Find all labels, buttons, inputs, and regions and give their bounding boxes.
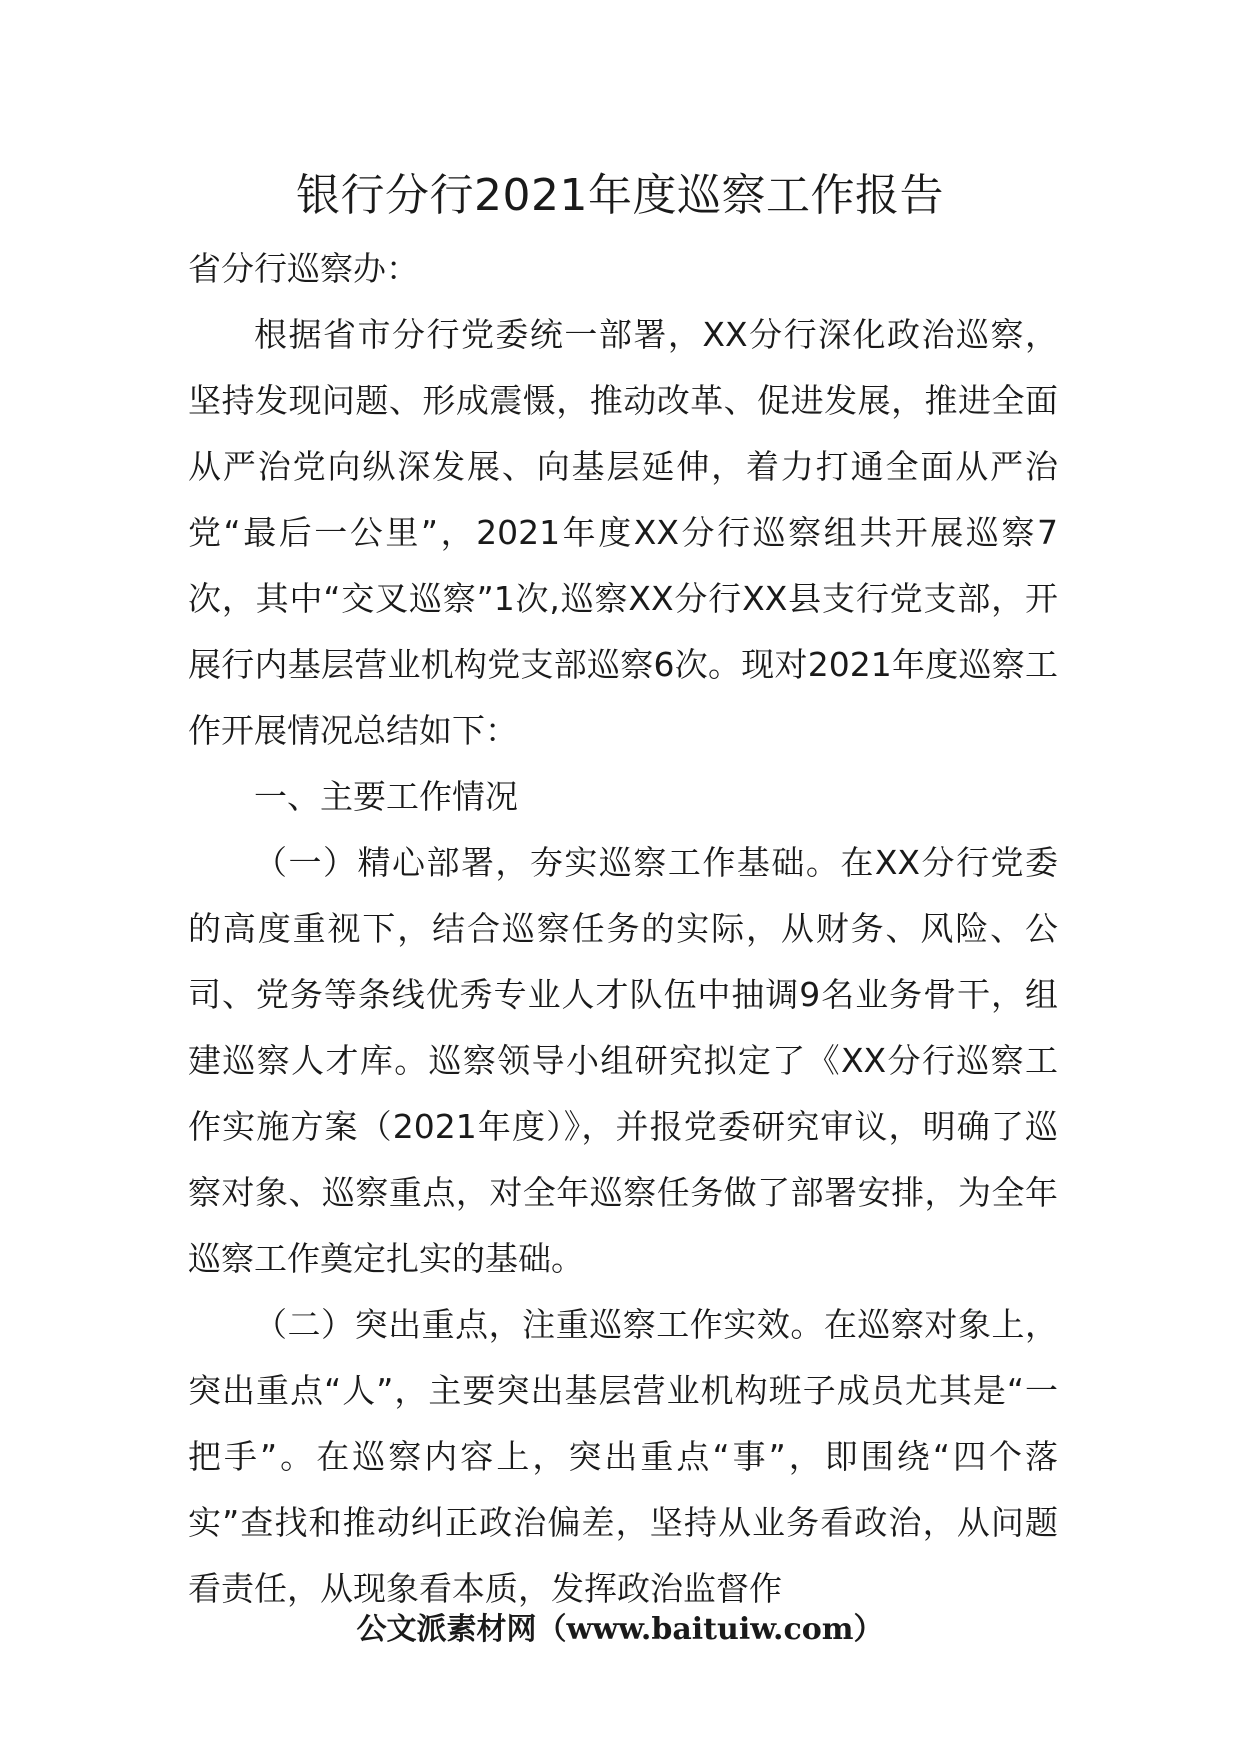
item-2-paragraph: （二）突出重点，注重巡察工作实效。在巡察对象上，突出重点“人”，主要突出基层营业机构班子成员尤其是“一把手”。在巡察内容上，突出重点“事”，即围绕“四个落实”查找和推动纠正政治偏差，坚持从业务看政治，从问题看责任，从现象看本质，发挥政治监督作: [188, 1305, 1058, 1608]
salutation: 省分行巡察办：: [188, 249, 419, 288]
section-heading: 一、主要工作情况: [254, 777, 518, 816]
footer-watermark: 公文派素材网（www.baituiw.com）: [356, 1612, 884, 1647]
document-body: [188, 236, 1058, 1622]
document-title: 银行分行2021年度巡察工作报告: [296, 170, 944, 221]
intro-paragraph: 根据省市分行党委统一部署，XX分行深化政治巡察，坚持发现问题、形成震慑，推动改革、促进发展，推进全面从严治党向纵深发展、向基层延伸，着力打通全面从严治党“最后一公里”，2021年度XX分行巡察组共开展巡察7次，其中“交叉巡察”1次,巡察XX分行XX县支行党支部，开展行内基层营业机构党支部巡察6次。现对2021年度巡察工作开展情况总结如下：: [188, 315, 1058, 750]
item-1-paragraph: （一）精心部署，夯实巡察工作基础。在XX分行党委的高度重视下，结合巡察任务的实际，从财务、风险、公司、党务等条线优秀专业人才队伍中抽调9名业务骨干，组建巡察人才库。巡察领导小组研究拟定了《XX分行巡察工作实施方案（2021年度）》，并报党委研究审议，明确了巡察对象、巡察重点，对全年巡察任务做了部署安排，为全年巡察工作奠定扎实的基础。: [188, 843, 1058, 1278]
